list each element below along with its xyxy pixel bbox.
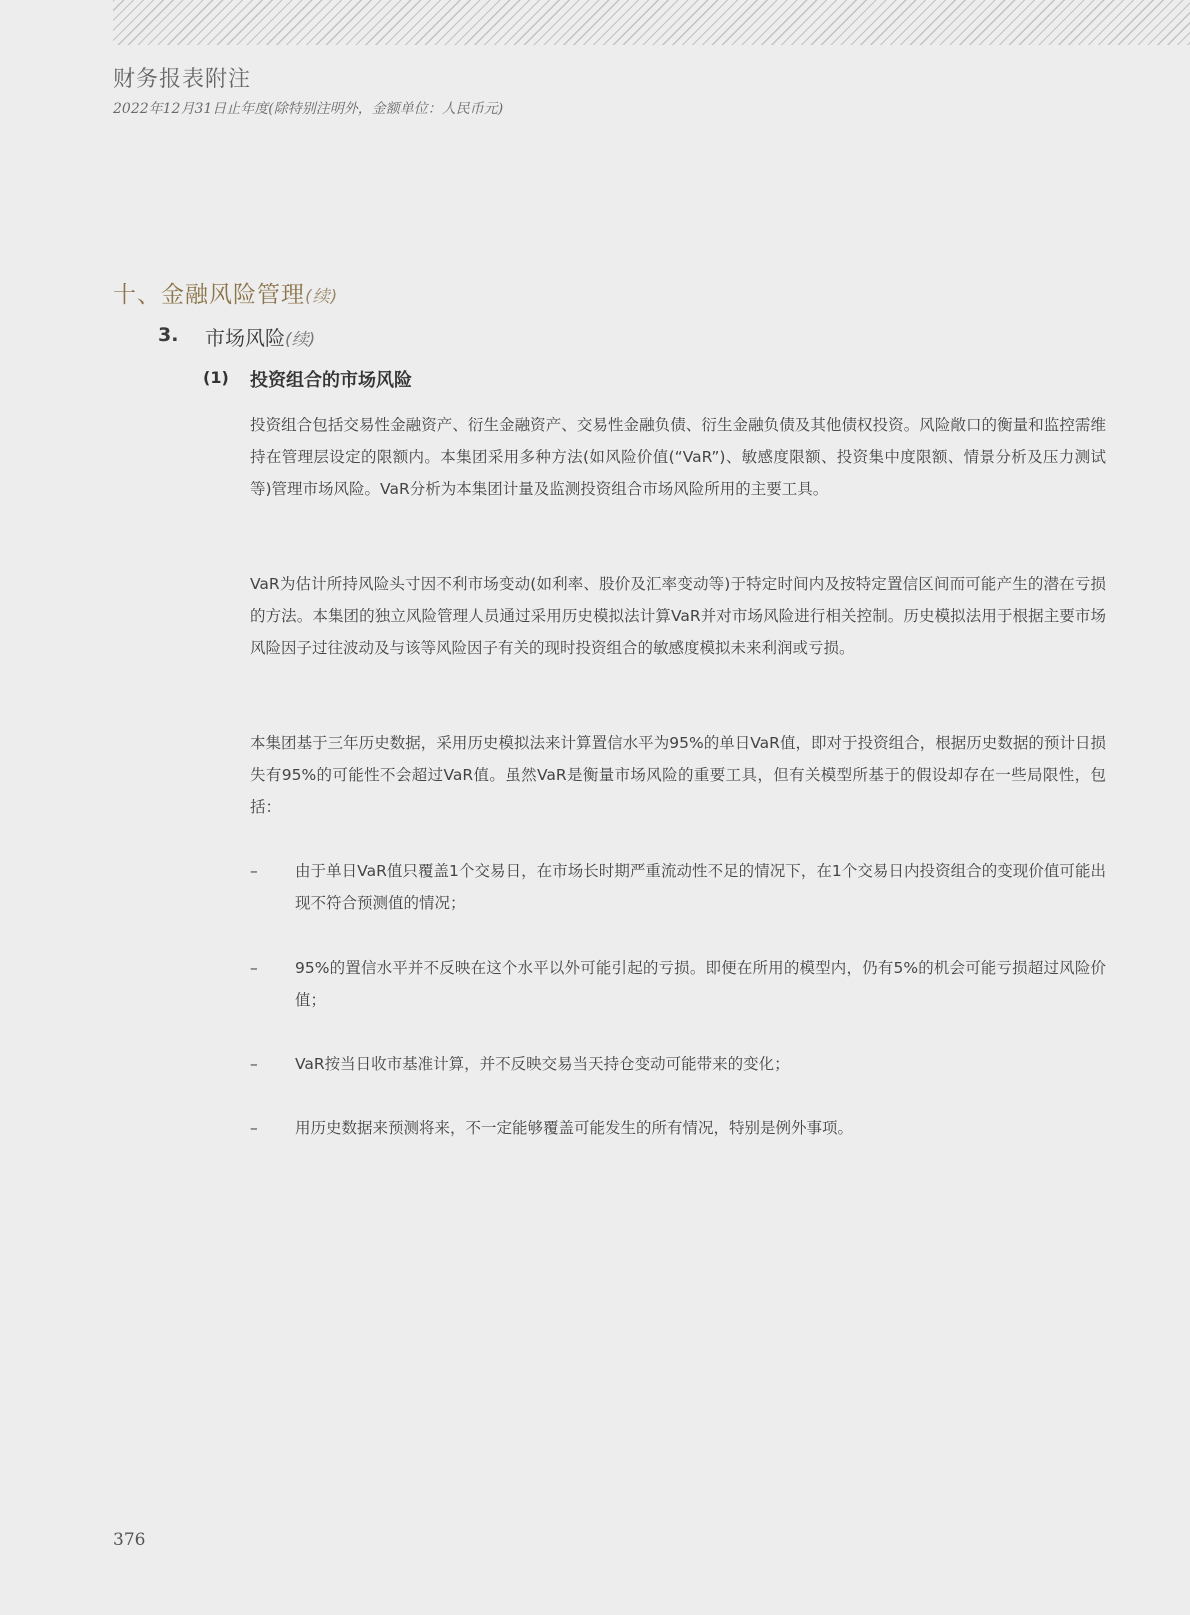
section-title-text: 十、金融风险管理 (113, 282, 305, 308)
subsection-continued: (续) (285, 330, 316, 350)
page-number: 376 (113, 1530, 146, 1550)
subsection-title-text: 市场风险 (205, 326, 285, 350)
header-subtitle: 2022年12月31日止年度(除特别注明外，金额单位：人民币元) (113, 101, 504, 117)
bullet-dash: – (250, 1119, 258, 1137)
section-continued: (续) (305, 287, 339, 307)
bullet-text: VaR按当日收市基准计算，并不反映交易当天持仓变动可能带来的变化； (295, 1055, 790, 1073)
bullet-text: 由于单日VaR值只覆盖1个交易日，在市场长时期严重流动性不足的情况下，在1个交易日内投资组合的变现价值可能出现不符合预测值的情况； (295, 862, 1106, 912)
paragraph-1: 投资组合包括交易性金融资产、衍生金融资产、交易性金融负债、衍生金融负债及其他债权投资。风险敞口的衡量和监控需维持在管理层设定的限额内。本集团采用多种方法(如风险价值(“VaR”)、敏感度限额、投资集中度限额、情景分析及压力测试等)管理市场风险。VaR分析为本集团计量及监测投资组合市场风险所用的主要工具。 (250, 416, 1106, 498)
bullet-dash: – (250, 959, 258, 977)
paragraph-2: VaR为估计所持风险头寸因不利市场变动(如利率、股价及汇率变动等)于特定时间内及按特定置信区间而可能产生的潜在亏损的方法。本集团的独立风险管理人员通过采用历史模拟法计算VaR并对市场风险进行相关控制。历史模拟法用于根据主要市场风险因子过往波动及与该等风险因子有关的现时投资组合的敏感度模拟未来利润或亏损。 (250, 575, 1106, 657)
bullet-dash: – (250, 1055, 258, 1073)
header-hatch-band (113, 0, 1190, 45)
section-title (113, 276, 338, 309)
paragraph-3: 本集团基于三年历史数据，采用历史模拟法来计算置信水平为95%的单日VaR值，即对于投资组合，根据历史数据的预计日损失有95%的可能性不会超过VaR值。虽然VaR是衡量市场风险的重要工具，但有关模型所基于的假设却存在一些局限性，包括： (250, 734, 1106, 816)
bullet-dash: – (250, 862, 258, 880)
subsection-number: 3. (158, 324, 179, 346)
item-number: (1) (203, 368, 229, 387)
item-title: 投资组合的市场风险 (250, 370, 412, 391)
subsection-title (205, 322, 315, 351)
bullet-text: 95%的置信水平并不反映在这个水平以外可能引起的亏损。即便在所用的模型内，仍有5%的机会可能亏损超过风险价值； (295, 959, 1106, 1009)
header-title: 财务报表附注 (113, 67, 252, 92)
bullet-text: 用历史数据来预测将来，不一定能够覆盖可能发生的所有情况，特别是例外事项。 (295, 1119, 854, 1137)
